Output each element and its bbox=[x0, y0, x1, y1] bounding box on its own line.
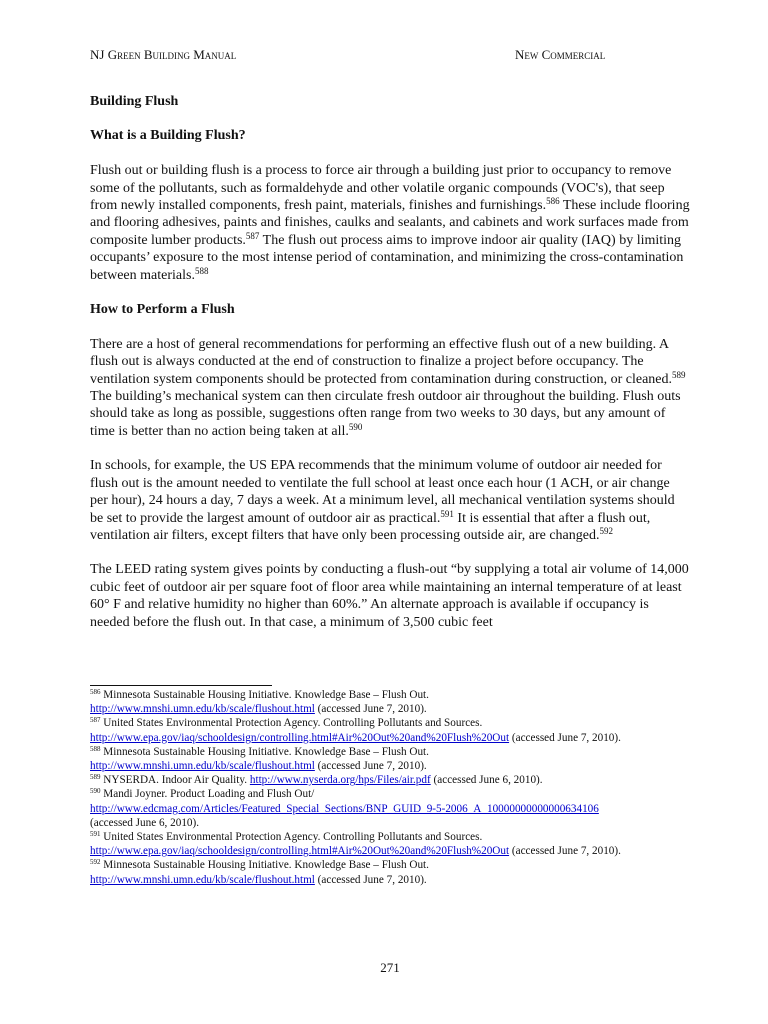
paragraph-text: In schools, for example, the US EPA recommends that the minimum volume of outdoor air needed for flush out is the amount needed to ventilate the full school at least once each hour (1 ACH, or air change per hour), 24 hours a day, 7 days a week. At a minimum level, all mechanical ventilation systems should be set to provide the largest amount of outdoor air as practical. bbox=[90, 458, 675, 526]
paragraph-text: The flush out process aims to improve indoor air quality (IAQ) by limiting occupants’ exposure to the most intense period of contamination, and minimizing the cross-contamination between materials. bbox=[90, 232, 684, 283]
footnote-text: Minnesota Sustainable Housing Initiative. Knowledge Base – Flush Out. bbox=[103, 745, 429, 758]
footnote bbox=[90, 830, 690, 858]
paragraph bbox=[90, 561, 690, 631]
footnote-number: 588 bbox=[90, 744, 101, 753]
footnote-link[interactable]: http://www.epa.gov/iaq/schooldesign/controlling.html#Air%20Out%20and%20Flush%20Out bbox=[90, 731, 510, 744]
header-section-name: New Commercial bbox=[515, 47, 606, 62]
page-number: 271 bbox=[380, 960, 400, 975]
footnote-accessed: (accessed June 6, 2010). bbox=[433, 774, 543, 787]
footnote-link[interactable]: http://www.nyserda.org/hps/Files/air.pdf bbox=[249, 774, 431, 787]
footnote-text: Minnesota Sustainable Housing Initiative. Knowledge Base – Flush Out. bbox=[103, 859, 429, 872]
footnote-accessed: (accessed June 7, 2010). bbox=[511, 731, 621, 744]
footnote bbox=[90, 787, 690, 830]
footnote-accessed: (accessed June 7, 2010). bbox=[317, 703, 427, 716]
footnote bbox=[90, 773, 690, 787]
paragraph-text: Flush out or building flush is a process to force air through a building just prior to occupancy to remove some of the pollutants, such as formaldehyde and other volatile organic compounds (VOC's), that seep from newly installed components, fresh paint, materials, finishes and furnishings. bbox=[90, 163, 672, 214]
footnote-number: 586 bbox=[90, 688, 101, 696]
footnote-ref[interactable]: 591 bbox=[440, 508, 454, 519]
footnote-ref[interactable]: 587 bbox=[245, 230, 260, 241]
paragraph-text: These include flooring and flooring adhesives, paints and finishes, caulks and sealants, and cabinets and work surfaces made from composite lumber products. bbox=[90, 198, 690, 248]
footnote-number: 591 bbox=[90, 830, 101, 839]
footnote-text: United States Environmental Protection Agency. Controlling Pollutants and Sources. bbox=[103, 717, 483, 730]
footnote bbox=[90, 716, 690, 744]
heading-how-to-flush: How to Perform a Flush bbox=[90, 302, 235, 318]
footnote-ref[interactable]: 589 bbox=[672, 369, 686, 380]
footnote-text: Mandi Joyner. Product Loading and Flush Out/ bbox=[103, 788, 315, 801]
paragraph bbox=[90, 162, 690, 284]
footnote-number: 592 bbox=[90, 858, 101, 867]
paragraph-text: There are a host of general recommendations for performing an effective flush out of a new building. A flush out is always conducted at the end of construction to finalize a project before occupancy. The ventilation system components should be protected from contamination during construction, or cleaned. bbox=[90, 336, 673, 387]
header-manual-title: NJ Green Building Manual bbox=[90, 47, 237, 62]
paragraph-text: The LEED rating system gives points by conducting a flush-out “by supplying a total air volume of 14,000 cubic feet of outdoor air per square foot of floor area while maintaining an internal temperature of at least 60° F and relative humidity no higher than 60%.” An alternate approach is available if occupancy is needed before the flush out. In that case, a minimum of 3,500 cubic feet bbox=[90, 562, 689, 630]
document-page bbox=[90, 0, 690, 1024]
footnote-link[interactable]: http://www.mnshi.umn.edu/kb/scale/flushout.html bbox=[90, 873, 315, 886]
body-text bbox=[90, 93, 690, 631]
footnote bbox=[90, 745, 690, 773]
footnote-accessed: (accessed June 7, 2010). bbox=[511, 845, 621, 858]
footnote-ref[interactable]: 586 bbox=[546, 196, 560, 207]
footnote-link[interactable]: http://www.edcmag.com/Articles/Featured_Special_Sections/BNP_GUID_9-5-2006_A_10000000000000634106 bbox=[90, 802, 599, 815]
section-title: Building Flush bbox=[90, 94, 179, 109]
footnote-ref[interactable]: 588 bbox=[194, 265, 209, 276]
heading-what-is-flush: What is a Building Flush? bbox=[90, 128, 246, 144]
footnote-ref[interactable]: 590 bbox=[348, 421, 363, 432]
footnote-link[interactable]: http://www.mnshi.umn.edu/kb/scale/flushout.html bbox=[90, 703, 315, 716]
paragraph-text: The building’s mechanical system can then circulate fresh outdoor air throughout the building. Flush outs should take as long as possible, suggestions often range from two weeks to 30 days, but any amount of time is better than no action being taken at all. bbox=[90, 389, 681, 439]
footnote-text: Minnesota Sustainable Housing Initiative. Knowledge Base – Flush Out. bbox=[103, 689, 429, 701]
footnote-number: 589 bbox=[90, 773, 101, 782]
footnote-accessed: (accessed June 7, 2010). bbox=[317, 760, 427, 773]
footnotes bbox=[90, 688, 690, 887]
paragraph-text: It is essential that after a flush out, ventilation air filters, except filters that have only been processing outside air, are changed. bbox=[90, 510, 651, 543]
footnote-text: NYSERDA. Indoor Air Quality. bbox=[103, 774, 248, 787]
footnote bbox=[90, 688, 690, 716]
footnote-accessed: (accessed June 7, 2010). bbox=[317, 873, 427, 886]
footnote-accessed: (accessed June 6, 2010). bbox=[90, 816, 200, 829]
footnote-text: United States Environmental Protection Agency. Controlling Pollutants and Sources. bbox=[103, 831, 483, 844]
footnote-link[interactable]: http://www.mnshi.umn.edu/kb/scale/flushout.html bbox=[90, 760, 315, 773]
footnote bbox=[90, 858, 690, 886]
paragraph bbox=[90, 457, 690, 544]
footnote-link[interactable]: http://www.epa.gov/iaq/schooldesign/controlling.html#Air%20Out%20and%20Flush%20Out bbox=[90, 845, 510, 858]
footnote-number: 590 bbox=[90, 787, 101, 796]
paragraph bbox=[90, 336, 690, 440]
footnote-ref[interactable]: 592 bbox=[599, 525, 613, 536]
footnote-divider bbox=[90, 685, 272, 686]
footnote-number: 587 bbox=[90, 716, 101, 725]
